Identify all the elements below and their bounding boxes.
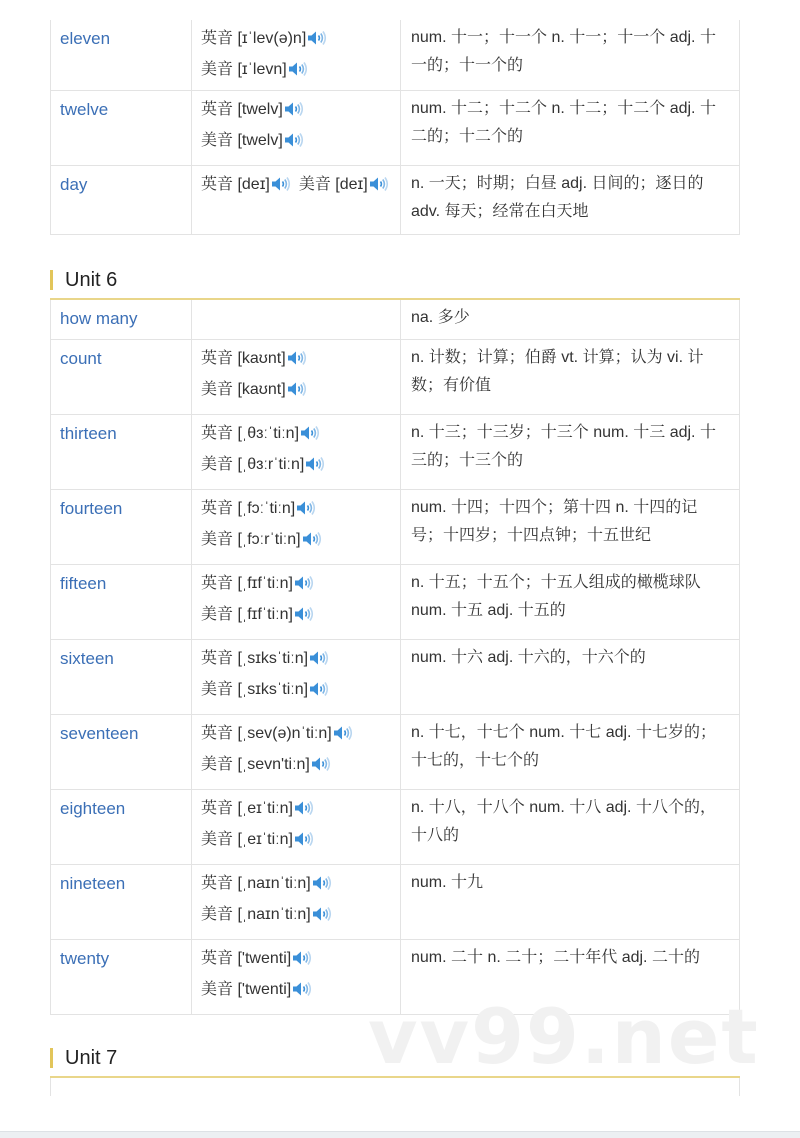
word-link-how-many[interactable]: how many [60,309,138,328]
table-row [51,20,740,90]
speaker-icon[interactable] [296,500,316,516]
us-pronunciation: 美音 [kaʊnt] [201,379,400,401]
uk-pronunciation: 英音 [ɪˈlev(ə)n] [201,28,400,50]
word-link-day[interactable]: day [60,174,88,194]
us-pronunciation: 美音 [ˌfɔːrˈtiːn] [201,529,400,551]
meaning-text: n. 十五；十五个；十五人组成的橄榄球队 num. 十五 adj. 十五的 [411,573,701,619]
unit-title: Unit 6 [65,269,118,291]
watermark: vv99.net [368,992,760,1081]
uk-pronunciation: 英音 [ˌθɜːˈtiːn] [201,423,400,445]
us-pronunciation: 美音 [ˌsevn'tiːn] [201,754,400,776]
meaning-text: n. 十三；十三岁；十三个 num. 十三 adj. 十三的；十三个的 [411,423,716,469]
uk-pronunciation: 英音 [ˌsev(ə)nˈtiːn] [201,723,400,745]
meaning-text: na. 多少 [411,309,470,326]
us-pronunciation: 美音 [ˌnaɪnˈtiːn] [201,904,400,926]
speaker-icon[interactable] [309,681,329,697]
speaker-icon[interactable] [292,950,312,966]
speaker-icon[interactable] [333,725,353,741]
uk-pronunciation: 英音 [twelv] [201,99,400,121]
vocab-table-unit-6 [50,300,740,1015]
table-row [51,339,740,414]
word-link-eleven[interactable]: eleven [60,29,111,48]
meaning-text: n. 十八，十八个 num. 十八 adj. 十八个的，十八的 [411,798,716,844]
us-pronunciation: 美音 [twelv] [201,130,400,152]
speaker-icon[interactable] [294,606,314,622]
meaning-text: num. 十六 adj. 十六的，十六个的 [411,648,646,666]
table-row [51,165,740,234]
us-pronunciation: 美音 [ˌsɪksˈtiːn] [201,679,400,701]
speaker-icon[interactable] [294,800,314,816]
meaning-text: num. 十二；十二个 n. 十二；十二个 adj. 十二的；十二个的 [411,99,716,145]
uk-pronunciation: 英音 [ˌfɔːˈtiːn] [201,498,400,520]
us-pronunciation: 美音 [ɪˈlevn] [201,59,400,81]
word-link-fifteen[interactable]: fifteen [60,573,107,593]
us-pronunciation: 美音 [ˌeɪˈtiːn] [201,829,400,851]
table-row [51,414,740,489]
speaker-icon[interactable] [284,132,304,148]
speaker-icon[interactable] [287,350,307,366]
us-pronunciation: 美音 [ˌθɜːrˈtiːn] [201,454,400,476]
meaning-text: n. 十七，十七个 num. 十七 adj. 十七岁的；十七的，十七个的 [411,723,716,769]
table-row [51,714,740,789]
meaning-text: num. 二十 n. 二十；二十年代 adj. 二十的 [411,948,700,966]
meaning-text: num. 十九 [411,873,484,891]
unit-title: Unit 7 [65,1047,118,1069]
speaker-icon[interactable] [305,456,325,472]
word-link-thirteen[interactable]: thirteen [60,423,117,443]
uk-pronunciation: 英音 [ˌfɪfˈtiːn] [201,573,400,595]
meaning-text: num. 十四；十四个；第十四 n. 十四的记号；十四岁；十四点钟；十五世纪 [411,498,698,544]
pronunciation-line: 英音 [deɪ] 美音 [deɪ] [201,174,400,196]
table-row [51,789,740,864]
uk-pronunciation: 英音 [ˌeɪˈtiːn] [201,798,400,820]
speaker-icon[interactable] [287,381,307,397]
uk-pronunciation: 英音 [kaʊnt] [201,348,400,370]
table-row [51,489,740,564]
speaker-icon[interactable] [284,101,304,117]
us-pronunciation: 美音 ['twenti] [201,979,400,1001]
speaker-icon[interactable] [292,981,312,997]
speaker-icon[interactable] [288,61,308,77]
word-link-count[interactable]: count [60,348,102,368]
speaker-icon[interactable] [312,906,332,922]
word-link-fourteen[interactable]: fourteen [60,498,123,518]
table-row [51,864,740,939]
word-link-eighteen[interactable]: eighteen [60,798,126,818]
speaker-icon[interactable] [311,756,331,772]
table-row [51,564,740,639]
meaning-text: n. 计数；计算；伯爵 vt. 计算；认为 vi. 计数；有价值 [411,348,704,394]
us-pronunciation: 美音 [ˌfɪfˈtiːn] [201,604,400,626]
speaker-icon[interactable] [309,650,329,666]
table-row [51,639,740,714]
word-link-sixteen[interactable]: sixteen [60,648,114,668]
unit-6-heading [50,268,740,300]
speaker-icon[interactable] [294,575,314,591]
word-link-seventeen[interactable]: seventeen [60,723,139,743]
heading-accent-bar [50,1048,53,1068]
uk-pronunciation: 英音 ['twenti] [201,948,400,970]
speaker-icon[interactable] [294,831,314,847]
speaker-icon[interactable] [300,425,320,441]
word-link-twenty[interactable]: twenty [60,948,110,968]
speaker-icon[interactable] [369,176,389,192]
vocab-table-continued [50,20,740,235]
uk-pronunciation: 英音 [ˌnaɪnˈtiːn] [201,873,400,895]
word-link-nineteen[interactable]: nineteen [60,873,126,893]
speaker-icon[interactable] [302,531,322,547]
meaning-text: n. 一天；时期；白昼 adj. 日间的；逐日的 adv. 每天；经常在白天地 [411,174,704,220]
speaker-icon[interactable] [271,176,291,192]
table-row [51,300,740,339]
word-link-twelve[interactable]: twelve [60,99,109,119]
table-row [51,90,740,165]
heading-accent-bar [50,270,53,290]
meaning-text: num. 十一；十一个 n. 十一；十一个 adj. 十一的；十一个的 [411,29,716,74]
speaker-icon[interactable] [307,30,327,46]
speaker-icon[interactable] [312,875,332,891]
uk-pronunciation: 英音 [ˌsɪksˈtiːn] [201,648,400,670]
